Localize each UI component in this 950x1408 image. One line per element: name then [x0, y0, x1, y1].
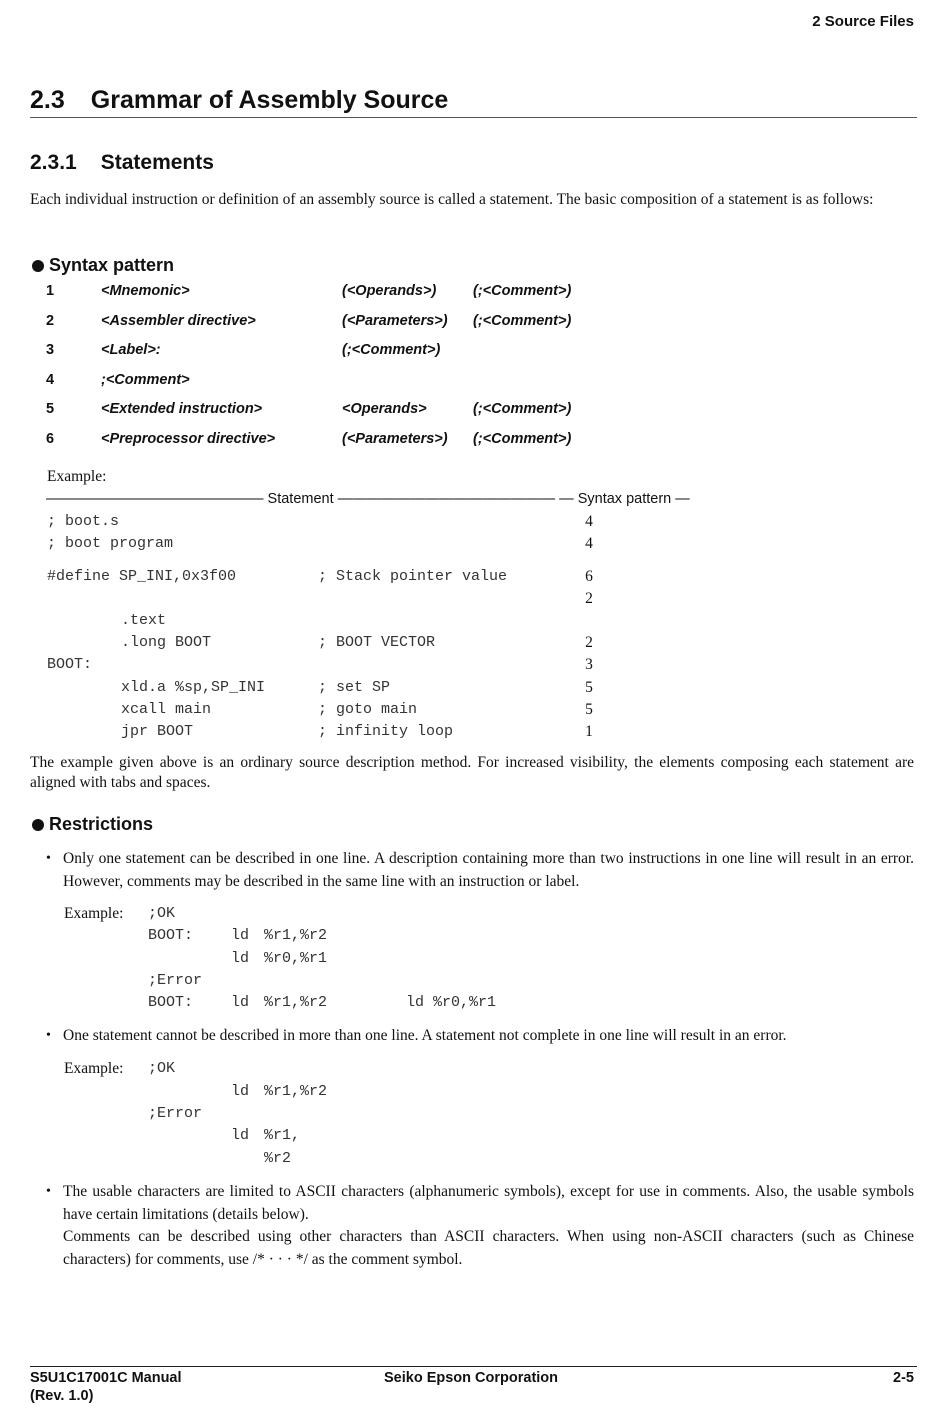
restriction-text: One statement cannot be described in more than one line. A statement not complete in one line will result in an error.: [63, 1027, 787, 1044]
code-operands: %r1,%r2: [264, 1083, 328, 1100]
code-line: [0, 994, 950, 1016]
restriction-text-continued: Comments can be described using other characters than ASCII characters. When using non-ASCII characters (such as Chinese characters) for comments, use /* · · · */ as the comment symbol.: [63, 1228, 914, 1268]
statement-divider: ——————————————— Statement ——————————————— — Syntax pattern —: [46, 491, 690, 507]
code-line: [0, 1127, 950, 1149]
syntax-row-number: 6: [46, 431, 55, 447]
section-title: [30, 86, 448, 115]
syntax-row: [0, 342, 950, 364]
syntax-pattern-number: 5: [585, 679, 593, 696]
code-comment: ; BOOT VECTOR: [318, 634, 436, 651]
code-mnemonic: ld: [231, 1127, 250, 1144]
intro-paragraph: Each individual instruction or definition of an assembly source is called a statement. The basic composition of a statement is as follows:: [30, 191, 874, 208]
code-line: [0, 679, 950, 701]
code-operation: xld.a %sp,SP_INI: [121, 679, 266, 696]
restriction-text: Only one statement can be described in one line. A description containing more than two instructions in one line will result in an error. However, comments may be described in the same line with an instruction or label.: [63, 850, 914, 890]
code-operation: .text: [121, 612, 167, 629]
list-bullet-icon: •: [46, 851, 51, 866]
syntax-row-number: 3: [46, 342, 55, 358]
code-line: [0, 701, 950, 723]
syntax-row-operands: (;<Comment>): [342, 342, 441, 358]
code-label: ;Error: [148, 972, 203, 989]
syntax-row: [0, 372, 950, 394]
syntax-row-comment: (;<Comment>): [473, 283, 572, 299]
syntax-pattern-number: 4: [585, 535, 593, 552]
code-label: ; boot.s: [47, 513, 120, 530]
code-operands: %r0,%r1: [264, 950, 328, 967]
syntax-row-number: 2: [46, 313, 55, 329]
syntax-row-operands: <Operands>: [342, 401, 427, 417]
code-comment: ; infinity loop: [318, 723, 454, 740]
example-label: Example:: [64, 1060, 124, 1077]
syntax-pattern-number: 1: [585, 723, 593, 740]
syntax-pattern-number: 5: [585, 701, 593, 718]
syntax-pattern-number: 2: [585, 590, 593, 607]
code-line: [0, 950, 950, 972]
footer-page-number: 2-5: [893, 1370, 914, 1386]
list-bullet-icon: •: [46, 1184, 51, 1199]
syntax-heading: [32, 255, 174, 276]
syntax-row-operands: (<Parameters>): [342, 431, 448, 447]
syntax-heading-text: Syntax pattern: [49, 255, 175, 275]
code-label: BOOT:: [47, 656, 93, 673]
code-operation: .long BOOT: [121, 634, 212, 651]
code-extra: ld %r0,%r1: [406, 994, 497, 1011]
code-line: [0, 535, 950, 557]
footer-manual: S5U1C17001C Manual: [30, 1370, 182, 1386]
code-label: BOOT:: [148, 994, 194, 1011]
code-operands: %r2: [264, 1150, 292, 1167]
code-line: [0, 612, 950, 634]
code-line: [0, 634, 950, 656]
restriction-text: The usable characters are limited to ASCII characters (alphanumeric symbols), except for use in comments. Also, the usable symbols have certain limitations (details below).: [63, 1183, 914, 1223]
syntax-row: [0, 401, 950, 423]
syntax-row-number: 5: [46, 401, 55, 417]
code-comment: ; goto main: [318, 701, 418, 718]
code-comment: ; set SP: [318, 679, 391, 696]
syntax-row-element: <Label>:: [101, 342, 161, 358]
code-line: [0, 1105, 950, 1127]
subsection-number: 2.3.1: [30, 151, 77, 174]
syntax-pattern-number: 6: [585, 568, 593, 585]
code-operation: jpr BOOT: [121, 723, 194, 740]
syntax-row-operands: (<Operands>): [342, 283, 437, 299]
section-rule: [30, 117, 917, 118]
list-bullet-icon: •: [46, 1028, 51, 1043]
bullet-dot-icon: [32, 260, 44, 272]
syntax-pattern-number: 2: [585, 634, 593, 651]
code-operation: xcall main: [121, 701, 212, 718]
restrictions-heading-text: Restrictions: [49, 814, 154, 834]
code-line: [0, 513, 950, 535]
code-line: [0, 972, 950, 994]
syntax-row: [0, 431, 950, 453]
example-label: Example:: [64, 905, 124, 922]
code-line: [0, 590, 950, 612]
code-line: [0, 1150, 950, 1172]
syntax-row-element: <Preprocessor directive>: [101, 431, 276, 447]
code-label: ; boot program: [47, 535, 174, 552]
syntax-row-number: 4: [46, 372, 55, 388]
code-label: ;OK: [148, 905, 176, 922]
syntax-row-element: <Assembler directive>: [101, 313, 256, 329]
syntax-row-element: <Extended instruction>: [101, 401, 263, 417]
code-label: BOOT:: [148, 927, 194, 944]
syntax-row-comment: (;<Comment>): [473, 431, 572, 447]
syntax-row-number: 1: [46, 283, 55, 299]
code-mnemonic: ld: [231, 927, 250, 944]
syntax-row: [0, 313, 950, 335]
example-note: The example given above is an ordinary source description method. For increased visibility, the elements composing each statement are aligned with tabs and spaces.: [30, 754, 914, 791]
example-label: Example:: [47, 468, 107, 485]
code-label: #define SP_INI,0x3f00: [47, 568, 237, 585]
syntax-row-element: <Mnemonic>: [101, 283, 190, 299]
section-title-text: Grammar of Assembly Source: [90, 86, 449, 114]
code-mnemonic: ld: [231, 950, 250, 967]
code-line: [0, 656, 950, 678]
code-label: ;Error: [148, 1105, 203, 1122]
code-mnemonic: ld: [231, 1083, 250, 1100]
code-line: [0, 905, 950, 927]
restrictions-heading: [32, 814, 153, 835]
code-line: [0, 927, 950, 949]
code-line: [0, 1083, 950, 1105]
code-line: [0, 568, 950, 590]
subsection-title-text: Statements: [100, 151, 214, 174]
syntax-pattern-number: 3: [585, 656, 593, 673]
code-comment: ; Stack pointer value: [318, 568, 508, 585]
code-operands: %r1,%r2: [264, 927, 328, 944]
syntax-row: [0, 283, 950, 305]
footer-company: Seiko Epson Corporation: [384, 1370, 559, 1386]
code-operands: %r1,: [264, 1127, 301, 1144]
code-line: [0, 723, 950, 745]
syntax-row-element: ;<Comment>: [101, 372, 190, 388]
running-header: 2 Source Files: [812, 13, 914, 30]
code-mnemonic: ld: [231, 994, 250, 1011]
code-operands: %r1,%r2: [264, 994, 328, 1011]
syntax-row-operands: (<Parameters>): [342, 313, 448, 329]
code-label: ;OK: [148, 1060, 176, 1077]
syntax-row-comment: (;<Comment>): [473, 401, 572, 417]
bullet-dot-icon: [32, 819, 44, 831]
section-number: 2.3: [30, 86, 65, 114]
code-line: [0, 1060, 950, 1082]
syntax-pattern-number: 4: [585, 513, 593, 530]
footer-revision: (Rev. 1.0): [30, 1388, 94, 1404]
footer-rule: [30, 1366, 917, 1367]
syntax-row-comment: (;<Comment>): [473, 313, 572, 329]
subsection-title: [30, 151, 214, 175]
